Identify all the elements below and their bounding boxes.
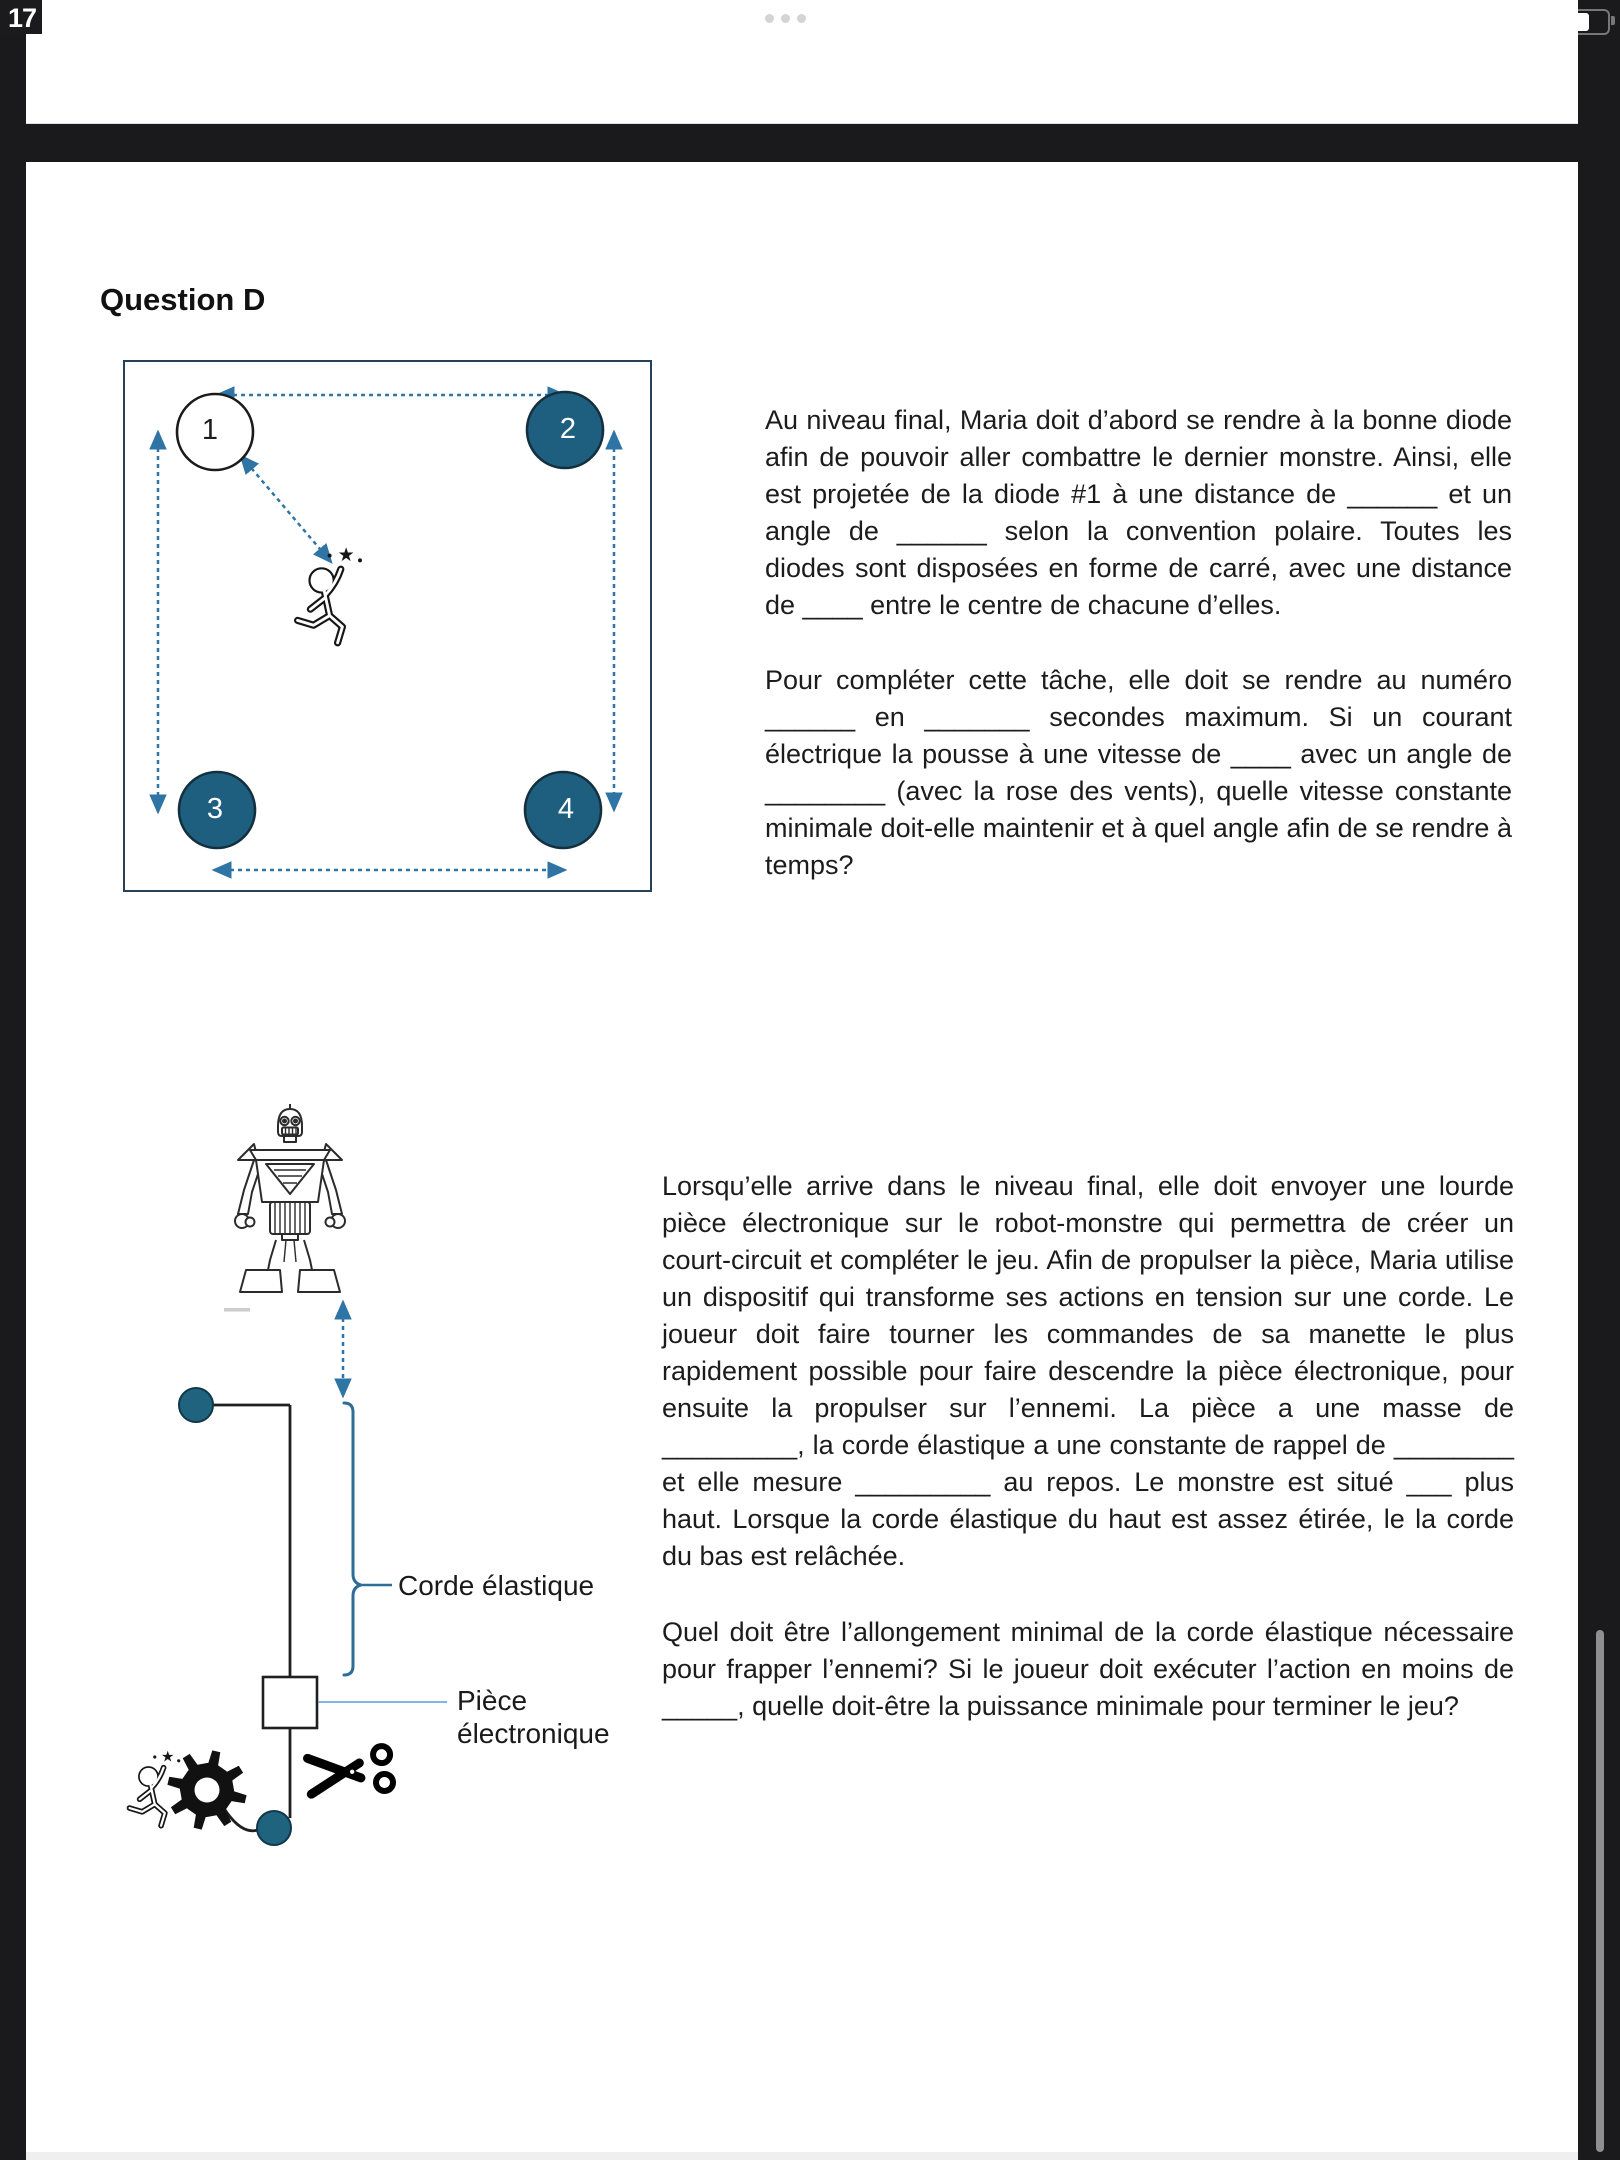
paragraph-question: Quel doit être l’allongement minimal de la corde élastique nécessaire pour frapper l’ennemi? Si le joueur doit exécuter l’action en moins de _____, quelle doit-être la puissance minimale pour terminer le jeu? bbox=[662, 1617, 1514, 1721]
paragraph-device: Lorsqu’elle arrive dans le niveau final, elle doit envoyer une lourde pièce électronique sur le robot-monstre qui permettra de créer un court-circuit et compléter le jeu. Afin de propulser la pièce, Maria utilise un dispositif qui transforme ses actions en tension sur une corde. Le joueur doit faire tourner les commandes de sa manette le plus rapidement possible pour faire descendre la pièce électronique, pour ensuite la propulser sur l’ennemi. La pièce a une masse de _________, la corde élastique a une constante de rappel de ________ et elle mesure _________ au repos. Le monstre est situé ___ plus haut. Lorsque la corde élastique du haut est assez étirée, le la corde du bas est relâchée. bbox=[662, 1171, 1514, 1571]
status-clock bbox=[0, 0, 42, 34]
diode-diagram bbox=[123, 360, 652, 892]
diode-2 bbox=[527, 392, 603, 468]
paragraph-task: Pour compléter cette tâche, elle doit se rendre au numéro ______ en _______ secondes maximum. Si un courant électrique la pousse à une vitesse de ____ avec un angle de ________ (avec la rose des vents), quelle vitesse constante minimale doit-elle maintenir et à quel angle afin de se rendre à temps? bbox=[765, 665, 1512, 880]
diode-1 bbox=[177, 394, 253, 470]
page-dots-icon[interactable] bbox=[765, 14, 806, 23]
pdf-page bbox=[26, 162, 1578, 2152]
diode-3 bbox=[179, 772, 255, 848]
pulley-ball-bottom-icon bbox=[257, 1811, 291, 1845]
scrollbar-thumb[interactable] bbox=[1596, 1630, 1604, 2152]
pulley-diagram bbox=[100, 1102, 700, 1902]
pulley-ball-top-icon bbox=[179, 1388, 213, 1422]
battery-cap bbox=[1611, 16, 1615, 25]
diode-diagram-svg bbox=[125, 362, 646, 886]
next-page-edge bbox=[26, 2152, 1578, 2160]
piece-label-line1: Pièce bbox=[457, 1685, 528, 1716]
diode1-to-player-arrow bbox=[241, 456, 331, 562]
robot-monster-icon bbox=[235, 1104, 345, 1292]
diode-4 bbox=[525, 772, 601, 848]
cord-brace bbox=[344, 1403, 361, 1675]
piece-label-line2: électronique bbox=[457, 1718, 610, 1749]
cord-label: Corde élastique bbox=[398, 1570, 595, 1601]
svg-text:4: 4 bbox=[557, 793, 575, 825]
scissors-icon bbox=[307, 1745, 394, 1798]
paragraph-projection: Au niveau final, Maria doit d’abord se rendre à la bonne diode afin de pouvoir aller combattre le dernier monstre. Ainsi, elle est projetée de la diode #1 à une distance de ______ et un angle de ______ selon la convention polaire. Toutes les diodes sont disposées en forme de carré, avec une distance de ____ entre le centre de chacune d’elles. bbox=[765, 405, 1512, 620]
robot-attribution-smudge bbox=[224, 1308, 250, 1312]
svg-text:3: 3 bbox=[206, 793, 224, 825]
svg-text:1: 1 bbox=[201, 414, 219, 446]
clock-text: 17 bbox=[8, 3, 37, 33]
gear-icon bbox=[167, 1750, 246, 1829]
electronic-piece-box bbox=[263, 1677, 317, 1728]
page-title: Question D bbox=[100, 282, 266, 317]
player-figure-small bbox=[130, 1748, 181, 1825]
svg-text:2: 2 bbox=[559, 413, 577, 445]
